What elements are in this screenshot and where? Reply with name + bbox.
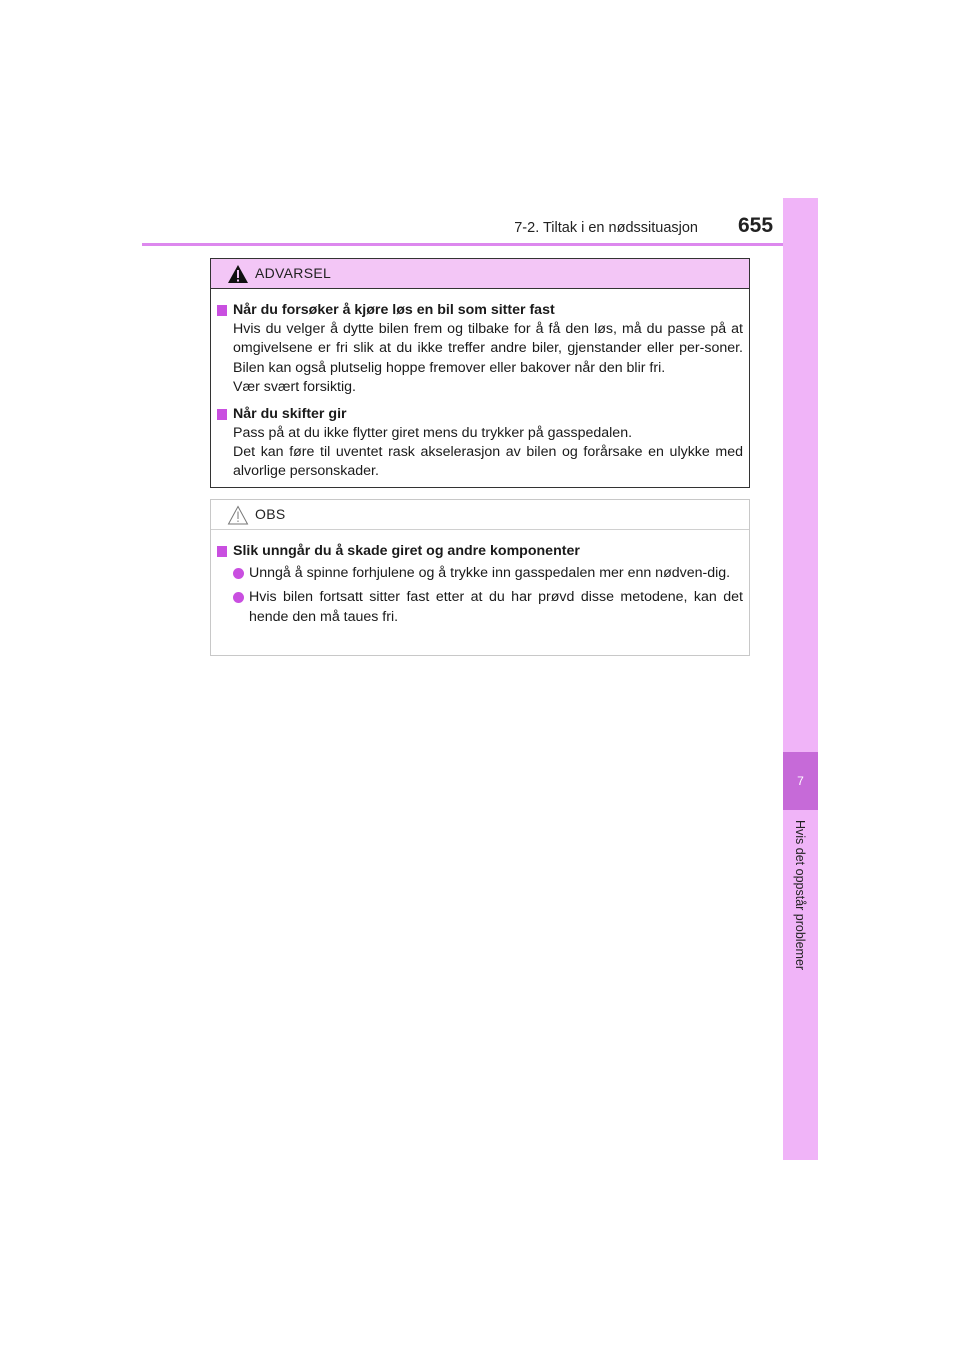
square-bullet-icon [217,546,227,557]
header-rule [142,243,818,246]
page-number: 655 [738,214,774,237]
square-bullet-icon [217,409,227,420]
round-bullet-icon [233,592,244,603]
warning-item-text: Pass på at du ikke flytter giret mens du trykker på gasspedalen. [233,424,633,441]
warning-header [211,259,749,289]
chapter-number: 7 [783,752,818,810]
notice-box [210,499,750,656]
notice-heading: Slik unngår du å skade giret og andre komponenter [217,542,743,561]
warning-item-heading: Når du forsøker å kjøre løs en bil som sitter fast [217,301,743,320]
section-title: 7-2. Tiltak i en nødssituasjon [514,220,698,236]
notice-bullet: Hvis bilen fortsatt sitter fast etter at du har prøvd disse metodene, kan det hende den må taues fri. [217,588,743,627]
warning-item [217,405,743,482]
warning-item-text: Vær svært forsiktig. [233,379,356,396]
chapter-label: Hvis det oppstår problemer [793,820,807,971]
round-bullet-icon [233,568,244,579]
caution-outline-triangle-icon [227,505,249,530]
notice-bullet: Unngå å spinne forhjulene og å trykke inn gasspedalen mer enn nødven-dig. [217,564,743,583]
warning-item-heading: Når du skifter gir [217,405,743,424]
warning-item-text: Hvis du velger å dytte bilen frem og tilbake for å få den løs, må du passe på at omgivelsene er fri slik at du ikke treffer andre biler, gjenstander eller per-soner. Bilen kan også plutselig hoppe fremover eller bakover når den blir fri. [233,321,743,376]
warning-body [211,289,749,482]
warning-item-text: Det kan føre til uventet rask akselerasjon av bilen og forårsake en ulykke med alvorlige personskader. [233,444,743,480]
notice-header [211,500,749,530]
square-bullet-icon [217,305,227,316]
notice-title: OBS [255,506,286,522]
warning-triangle-icon [227,264,249,289]
warning-title: ADVARSEL [255,265,332,281]
warning-box [210,258,750,488]
warning-item [217,301,743,398]
notice-body [211,530,749,627]
side-tab [783,198,818,1160]
